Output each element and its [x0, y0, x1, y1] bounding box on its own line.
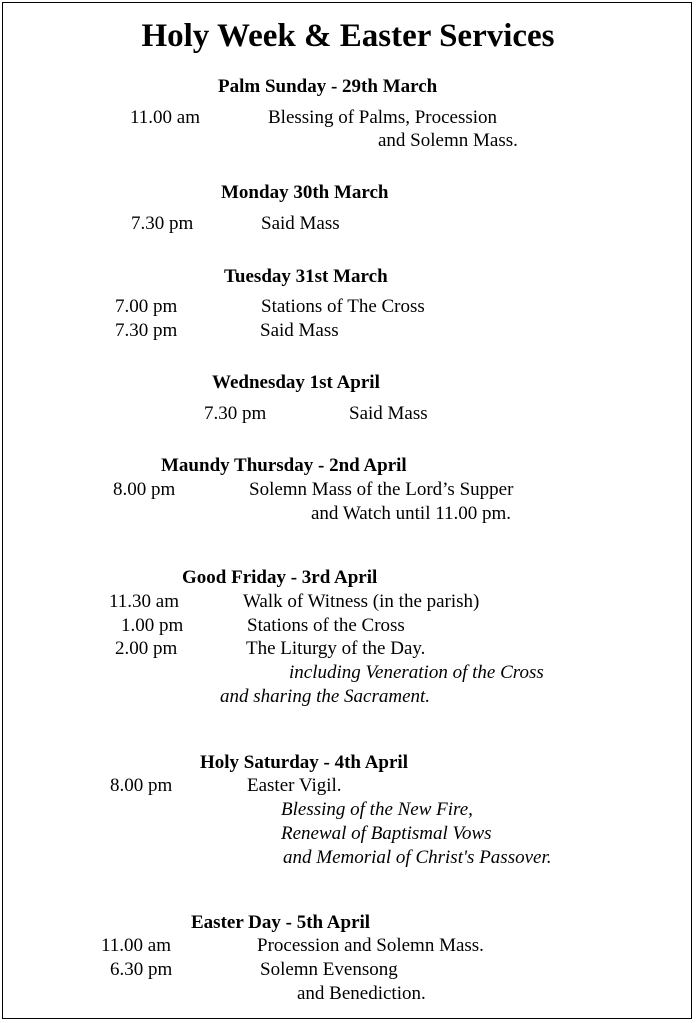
day-heading-palm-sunday: Palm Sunday - 29th March: [218, 76, 438, 97]
service-description-continued: Blessing of the New Fire,: [281, 799, 473, 820]
service-description: Procession and Solemn Mass.: [257, 935, 484, 956]
service-description: Stations of the Cross: [247, 615, 405, 636]
service-description-continued: and Solemn Mass.: [378, 130, 518, 151]
service-description-continued: and Memorial of Christ's Passover.: [283, 847, 552, 868]
page-title: Holy Week & Easter Services: [141, 18, 555, 54]
service-description: Blessing of Palms, Procession: [268, 107, 498, 128]
service-time: 7.30 pm: [204, 403, 267, 424]
day-heading-wednesday: Wednesday 1st April: [212, 372, 380, 393]
service-time: 11.00 am: [101, 935, 172, 956]
day-heading-holy-saturday: Holy Saturday - 4th April: [200, 752, 408, 773]
service-time: 7.30 pm: [131, 213, 194, 234]
service-description-continued: including Veneration of the Cross: [289, 662, 544, 683]
day-heading-maundy-thursday: Maundy Thursday - 2nd April: [161, 455, 407, 476]
day-heading-monday: Monday 30th March: [221, 182, 389, 203]
service-time: 7.00 pm: [115, 296, 178, 317]
service-description: Walk of Witness (in the parish): [243, 591, 480, 612]
service-time: 7.30 pm: [115, 320, 178, 341]
service-time: 8.00 pm: [110, 775, 173, 796]
service-description: Solemn Evensong: [260, 959, 398, 980]
service-description: Easter Vigil.: [247, 775, 342, 796]
service-description: Stations of The Cross: [261, 296, 425, 317]
service-time: 1.00 pm: [121, 615, 184, 636]
service-description-continued: and Benediction.: [297, 983, 426, 1004]
service-time: 2.00 pm: [115, 638, 178, 659]
day-heading-easter-day: Easter Day - 5th April: [191, 912, 371, 933]
day-heading-good-friday: Good Friday - 3rd April: [182, 567, 378, 588]
service-description: Solemn Mass of the Lord’s Supper: [249, 479, 514, 500]
service-time: 11.30 am: [109, 591, 180, 612]
service-description-continued: and sharing the Sacrament.: [220, 686, 431, 707]
service-time: 8.00 pm: [113, 479, 176, 500]
day-heading-tuesday: Tuesday 31st March: [224, 266, 388, 287]
service-description: The Liturgy of the Day.: [246, 638, 426, 659]
service-description-continued: and Watch until 11.00 pm.: [311, 503, 512, 524]
service-description: Said Mass: [261, 213, 340, 234]
service-description: Said Mass: [349, 403, 428, 424]
service-time: 11.00 am: [130, 107, 201, 128]
service-description: Said Mass: [260, 320, 339, 341]
service-description-continued: Renewal of Baptismal Vows: [281, 823, 492, 844]
service-time: 6.30 pm: [110, 959, 173, 980]
